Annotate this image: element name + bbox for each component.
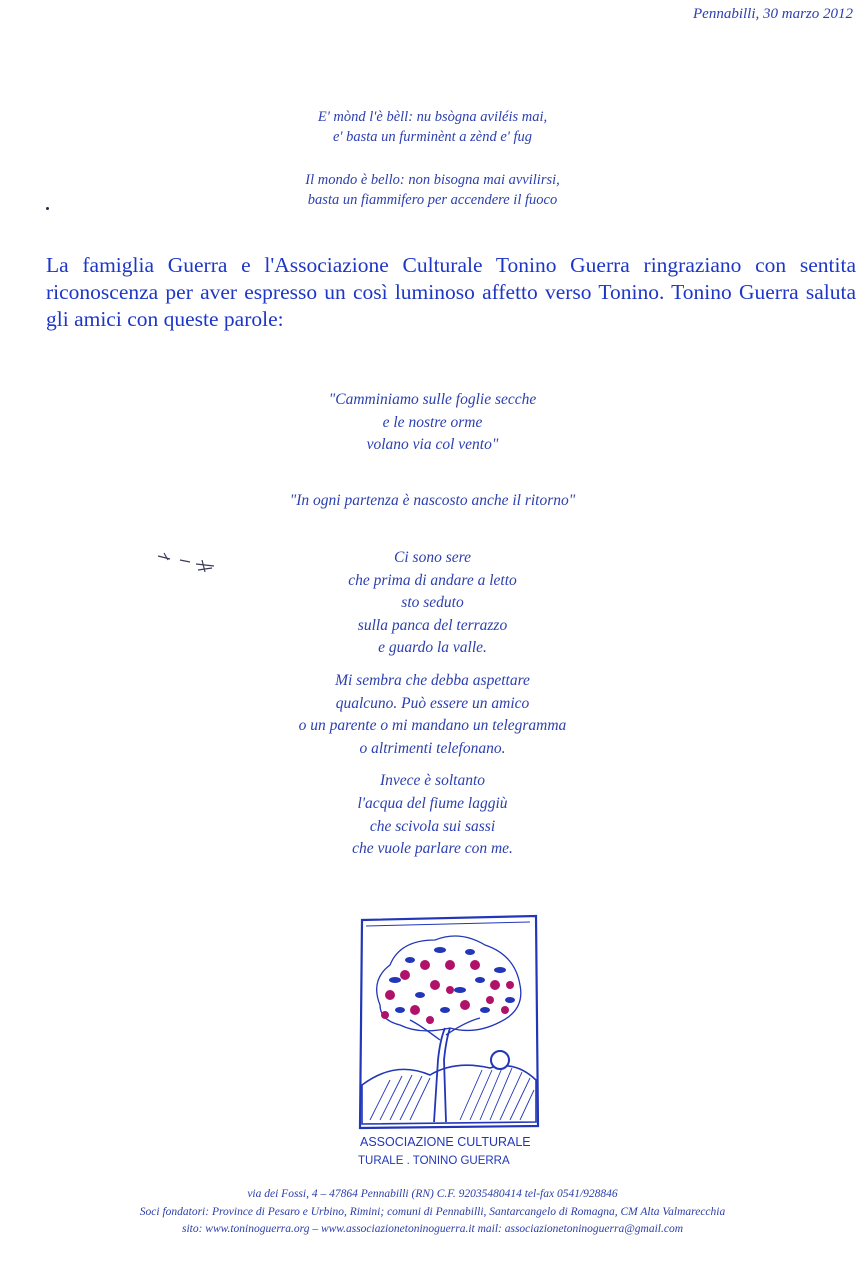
scan-scribble: [150, 548, 225, 578]
epigraph-italian-line: basta un fiammifero per accendere il fuoco: [307, 192, 558, 208]
scan-speck: [46, 207, 49, 210]
quote-departure: "In ogni partenza è nascosto anche il ritorno": [289, 492, 576, 509]
poem-line: o altrimenti telefonano.: [359, 739, 506, 757]
poem-line: che prima di andare a letto: [348, 571, 517, 589]
poem-line: e guardo la valle.: [378, 639, 487, 657]
thanks-paragraph: La famiglia Guerra e l'Associazione Culturale Tonino Guerra ringraziano con sentita riconoscenza per aver espresso un così luminoso affetto verso Tonino. Tonino Guerra saluta gli amici con queste parole:: [46, 253, 856, 331]
poem-stanza-1: [0, 547, 865, 660]
logo-text-line2: TURALE . TONINO GUERRA: [358, 1155, 510, 1167]
poem-line: qualcuno. Può essere un amico: [335, 694, 530, 712]
footer-address: via dei Fossi, 4 – 47864 Pennabilli (RN) C.F. 92035480414 tel-fax 0541/928846: [247, 1188, 618, 1200]
quote-line: e le nostre orme: [382, 413, 483, 431]
epigraph-italian: [0, 170, 865, 210]
quote-leaves: [0, 389, 865, 457]
footer-founders: Soci fondatori: Province di Pesaro e Urbino, Rimini; comuni di Pennabilli, Santarcangelo di Romagna, CM Alta Valmarecchia: [139, 1205, 726, 1218]
letter-date: Pennabilli, 30 marzo 2012: [693, 6, 853, 22]
quote-line: volano via col vento": [366, 436, 499, 453]
poem-line: l'acqua del fiume laggiù: [357, 794, 508, 812]
epigraph-dialect-line: e' basta un furminènt a zènd e' fug: [332, 129, 533, 145]
epigraph-dialect-line: E' mònd l'è bèll: nu bsògna aviléis mai,: [317, 109, 548, 125]
poem-line: che vuole parlare con me.: [352, 840, 513, 858]
poem-stanza-3: [0, 770, 865, 860]
poem: [0, 547, 865, 871]
logo-text-line1: ASSOCIAZIONE CULTURALE: [360, 1135, 531, 1149]
poem-line: o un parente o mi mandano un telegramma: [298, 717, 567, 735]
poem-stanza-2: [0, 670, 865, 760]
poem-line: che scivola sui sassi: [369, 817, 496, 835]
footer: [0, 1186, 865, 1239]
poem-line: Invece è soltanto: [379, 772, 485, 790]
poem-line: Ci sono sere: [394, 549, 471, 566]
poem-line: sto seduto: [401, 594, 464, 612]
epigraph-dialect: [0, 107, 865, 147]
association-logo: [350, 910, 550, 1170]
poem-line: Mi sembra che debba aspettare: [335, 671, 530, 689]
footer-contacts: sito: www.toninoguerra.org – www.associazionetoninoguerra.it mail: associazionetoninoguerra@gmail.com: [181, 1223, 684, 1235]
quote-line: "Camminiamo sulle foglie secche: [328, 391, 537, 408]
poem-line: sulla panca del terrazzo: [357, 616, 508, 634]
epigraph-italian-line: Il mondo è bello: non bisogna mai avvilirsi,: [305, 172, 560, 188]
